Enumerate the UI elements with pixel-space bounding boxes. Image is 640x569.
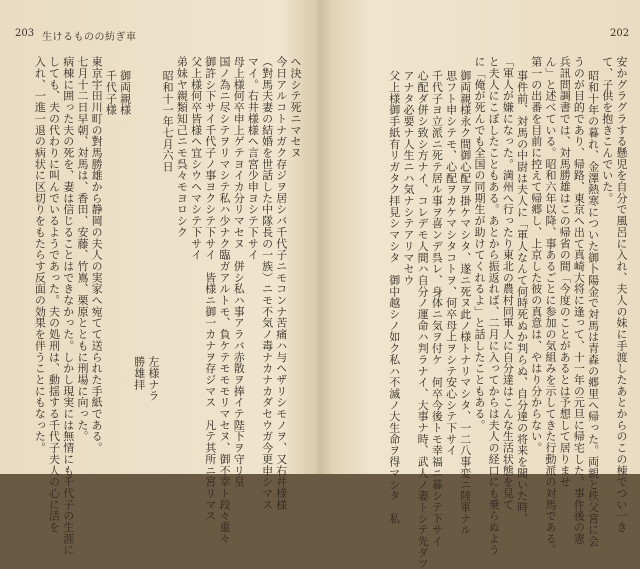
text-line: 今日アルコトナガク存ジヲ居シバ千代子ニモコンナ苦痛ハ与ヘザリシモノヲ、又右井様様 bbox=[274, 56, 288, 510]
text-line: しても、夫の代わりに叫んでいるようであった。夫の処刑は、動揺する千代子夫人の心に活を bbox=[47, 56, 61, 533]
letter-line: 千代子ヨ立派ニ死テ居ル事ヲ喜ンデ呉レ、身体ニ気ヲ付ケ 何卒今後トモ幸福ニ暮シテ下サイ bbox=[430, 70, 444, 547]
text-line: 入れ、一進一退の病状に区切りをもたらす反面の効果を伴うことにもなった。 bbox=[33, 56, 47, 454]
left-page-number: 203 bbox=[15, 28, 35, 39]
text-line: 母上様何卒申上ゲテヨイカ分リマセヌ 併シ私ハ事アラバ赤散ヲ捧イテ陛下ヲ守リ皇 bbox=[232, 56, 246, 488]
text-line: と夫人にこぼしたこともある。あとから振返れば、二月に入ってからは夫人の経口にも乗らぬよう bbox=[487, 56, 501, 556]
letter-line: 御両親様永ク間御心配ヲ掛ケマシタ、遂ニ死ヌ此ノ様トナリマシタ、一二八事変ニ陸軍ナル bbox=[458, 70, 472, 536]
left-page bbox=[0, 0, 318, 556]
text-line: 御許シ下サイ千代子ノ事ヨクシテ下サイ 皆様ニ御一カナヲ存ジマス 凡テ其所ニ宮リマス bbox=[203, 56, 217, 522]
letter-date: 昭和十一年七月六日 bbox=[161, 70, 175, 173]
text-line: 国ノ為ニ尽シテヲリマシテ私ハ少ナク臨ガアルトモ、負ケテモモモリマセヌ、御不幸ト段々重々 bbox=[217, 56, 231, 545]
text-line: 父上様何卒皆様ヘ宜シウヘマシテ下サイ bbox=[189, 56, 203, 261]
text-line: 事件前、対馬の中尉は夫人に「軍人なんて何時死ぬか判らぬ、自分達の将来を聞いた時、 bbox=[515, 70, 529, 524]
text-line: 病棟に囲った夫の死を、妻は信じることはできなかった。しかし現実には無情にも千代子の生涯に bbox=[61, 56, 75, 556]
text-line: 第一の出番を目前に控えて帰郷し、上京した彼の真意は、やはり分からない。 bbox=[529, 56, 543, 454]
text-line: て、子供を抱きこんでいた。 bbox=[600, 56, 614, 204]
letter-line: 心配ダ併シ致シ方ナイ、コレデモ人間ハ自分ノ運命ハ判ラナイ、大事ナ時、武人ノ妻トシテ先ダツ bbox=[416, 70, 430, 569]
left-running-title: 生けるものの紡ぎ車 bbox=[42, 32, 137, 43]
text-line: 七月十二日早朝、対馬は、香田、安藤、竹嶌、栗原とともに刑場に向った。 bbox=[75, 56, 89, 442]
right-page-number: 202 bbox=[610, 28, 630, 39]
right-page-text bbox=[332, 56, 628, 569]
right-page bbox=[322, 0, 640, 569]
text-line: 兵訊問調書では、対馬勝雄はこの帰省の間「今度のことがあるとは予想して居りませ bbox=[558, 56, 572, 488]
letter-line: 父上様御手紙有リガタク拝見シマシタ 御中越シノ如ク私ハ不滅ノ大生命ヲ得マシタ 私 bbox=[387, 70, 401, 524]
letter-line: アナタ必要ナ人生ニハ気ナシテアリマセウ bbox=[401, 70, 415, 286]
text-line: 昭和十年の暮れ、金澤熱寒についた御卜陽金で対馬は青森の郷里へ帰った。両親と秩父宮に会 bbox=[586, 70, 600, 547]
left-page-text bbox=[14, 56, 302, 556]
addressee-chiyoko: 千代子様 bbox=[104, 70, 118, 116]
text-line: ん」と述べている。昭和六年以降、事あるごとに参加の気組みを示してきた行動派の対馬である。 bbox=[543, 56, 557, 556]
text-line: 東京宇田川町の對馬勝雄から静岡の夫人の実家へ宛てて送られた手紙である。 bbox=[90, 56, 104, 454]
text-line: ヘ決シテ死ニマセヌ bbox=[289, 56, 302, 159]
closing-sayonara: 左様ナラ bbox=[146, 356, 160, 402]
addressee-parents: 御両親様 bbox=[118, 70, 132, 116]
text-line: に「俺が死んでも全国の同期生が助けてくれるよ」と話したこともある。 bbox=[472, 56, 486, 431]
text-line: うのが目的であり、帰路、東京へ出て真崎大将に逢って、十一年の元旦に帰宅した。事件後の憲 bbox=[572, 56, 586, 545]
text-line: （對馬夫妻の結婚を世話した中隊長の一族）ニモ不気ノ毒ナカナカダセウガ今更申シマス bbox=[260, 56, 274, 510]
text-line: 弟妹ヤ親類知己ニモ呉々モヨロシク bbox=[175, 56, 189, 238]
letter-line: 思フト申シテモ、心配ヲカケマシタコトヲ、何卒母上ヲシテ安心シテ下サイ bbox=[444, 70, 458, 456]
text-line: 「軍人が嫌になった。満州へ行ったり東北の農村同軍人に自分達はこんな生活状態を見て bbox=[501, 56, 515, 510]
text-line: 安かグラグラする懸児を自分で風呂に入れ、夫人の妹に手渡したあとからのこの棟でつい一き bbox=[615, 56, 628, 533]
letter-signature: 勝雄拝 bbox=[132, 356, 146, 391]
text-line: マイ。右井様様ヘ言宮少申ヨシテ下サイ bbox=[246, 56, 260, 261]
